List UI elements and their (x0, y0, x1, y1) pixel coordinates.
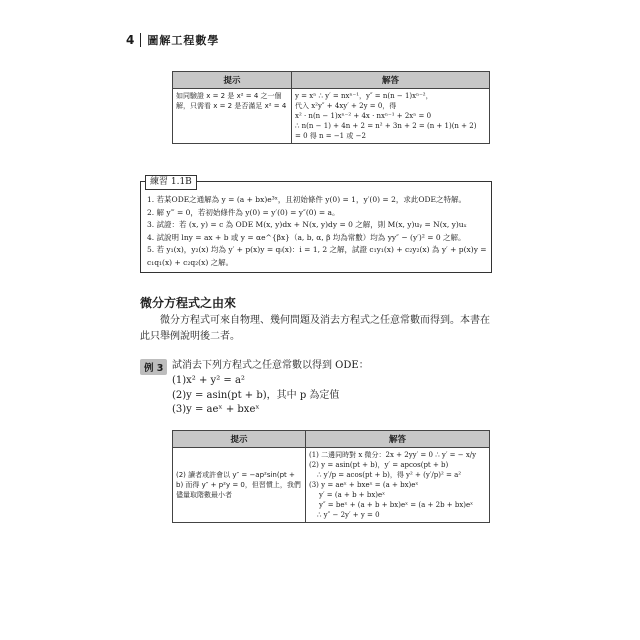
answer-line: x² · n(n − 1)xⁿ⁻² + 4x · nxⁿ⁻¹ + 2xⁿ = 0 (295, 112, 432, 120)
answer-column-header: 解答 (292, 72, 490, 89)
answer-line: y′ = (a + b + bx)eˣ (319, 491, 386, 499)
practice-item: 1. 若某ODE之通解為 y = (a + bx)e³ˣ，且初始條件 y(0) = 1，y′(0) = 2，求此ODE之特解。 (147, 195, 466, 204)
answer-line: ∴ y″ − 2y′ + y = 0 (317, 511, 380, 519)
header-divider (140, 33, 141, 47)
book-title: 圖解工程數學 (147, 34, 220, 47)
example-item: (3)y = aeˣ + bxeˣ (172, 404, 260, 415)
answer-line: y″ = beˣ + (a + b + bx)eˣ = (a + 2b + bx)eˣ (319, 501, 474, 509)
example-question: 試消去下列方程式之任意常數以得到 ODE： (172, 360, 369, 371)
answer-cell (306, 448, 490, 523)
section-paragraph: 微分方程式可來自物理、幾何問題及消去方程式之任意常數而得到。本書在此只舉例說明後二者。 (140, 315, 490, 342)
hint-answer-table-2 (172, 430, 490, 523)
practice-item: 3. 試證：若 (x, y) = c 為 ODE M(x, y)dx + N(x, y)dy = 0 之解，則 M(x, y)uᵧ = N(x, y)uₓ (147, 220, 467, 229)
answer-line: (1) 二邊同時對 x 微分：2x + 2yy′ = 0 ∴ y′ = − x/y (309, 451, 477, 459)
practice-item: 4. 試說明 lny = ax + b 或 y = αe^{βx}（a, b, α, β 均為常數）均為 yy″ − (y′)² = 0 之解。 (147, 232, 466, 242)
hint-answer-table-1 (172, 71, 490, 144)
hint-column-header: 提示 (173, 72, 292, 89)
answer-column-header: 解答 (306, 431, 490, 448)
practice-list (147, 194, 487, 269)
example-item: (1)x² + y² = a² (172, 375, 245, 386)
page-header (126, 32, 219, 48)
answer-line: (2) y = asin(pt + b)，y′ = apcos(pt + b) (309, 461, 449, 469)
practice-box (140, 177, 492, 273)
hint-cell: 如同驗證 x = 2 是 x² = 4 之一個解，只需看 x = 2 是否滿足 x² = 4 (173, 89, 292, 144)
answer-line: ∴ n(n − 1) + 4n + 2 = n² + 3n + 2 = (n + 1)(n + 2) (295, 122, 477, 130)
answer-line: y = xⁿ ∴ y′ = nxⁿ⁻¹，y″ = n(n − 1)xⁿ⁻²， (295, 92, 433, 100)
answer-line: 代入 x²y″ + 4xy′ + 2y = 0，得 (295, 102, 397, 110)
example-items (172, 374, 339, 418)
page-number: 4 (126, 33, 135, 47)
answer-cell (292, 89, 490, 144)
answer-line: ∴ y′/p = acos(pt + b)，得 y² + (y′/p)² = a² (317, 471, 462, 479)
practice-item: 2. 解 y‴ = 0，若初始條件為 y(0) = y′(0) = y″(0) = a。 (147, 207, 340, 217)
hint-cell: (2) 讀者或許會以 y″ = −ap²sin(pt + b) 而得 y″ + p²y = 0，但習慣上，我們儘量取階數最小者 (173, 448, 306, 523)
hint-column-header: 提示 (173, 431, 306, 448)
answer-line: = 0 得 n = −1 或 −2 (295, 132, 366, 140)
practice-item: 5. 若 y₁(x)，y₂(x) 均為 y′ + p(x)y = qᵢ(x)：i = 1, 2 之解，試證 c₁y₁(x) + c₂y₂(x) 為 y′ + p(x)y = c₁q₁(x) + c₂q₂(x) 之解。 (147, 245, 487, 267)
answer-line: (3) y = aeˣ + bxeˣ = (a + bx)eˣ (309, 481, 419, 489)
example-label: 例 3 (140, 359, 167, 375)
practice-tag: 練習 1.1B (145, 175, 197, 190)
example-item: (2)y = asin(pt + b)，其中 p 為定值 (172, 389, 340, 401)
section-title: 微分方程式之由來 (140, 296, 237, 310)
